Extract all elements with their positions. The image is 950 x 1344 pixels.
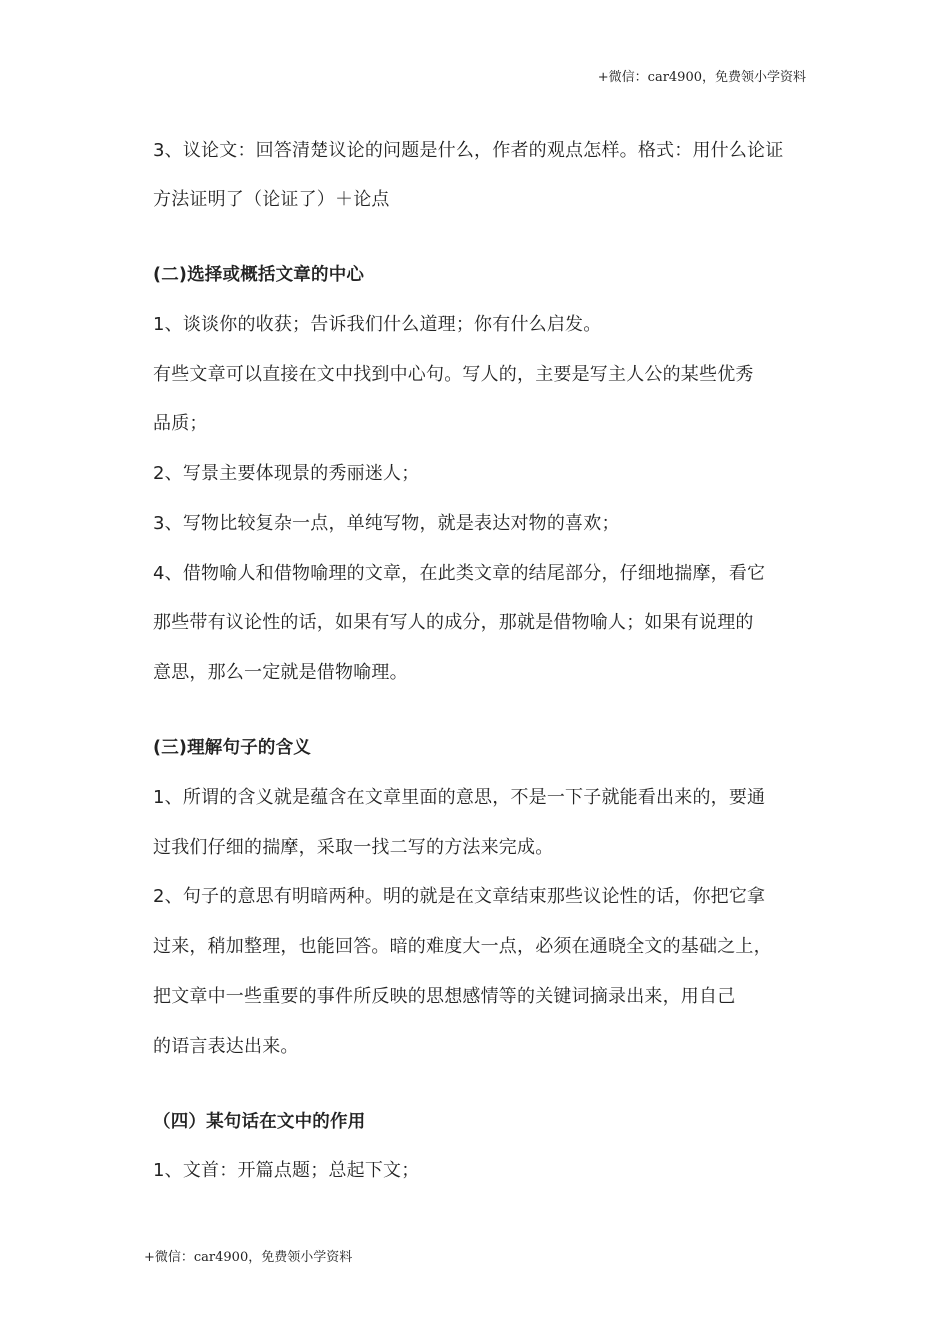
paragraph-line: 意思，那么一定就是借物喻理。 xyxy=(153,662,408,683)
section-heading-two: (二)选择或概括文章的中心 xyxy=(153,265,365,285)
paragraph-line: 1、所谓的含义就是蕴含在文章里面的意思，不是一下子就能看出来的，要通 xyxy=(153,787,766,808)
paragraph-line: 1、谈谈你的收获；告诉我们什么道理；你有什么启发。 xyxy=(153,314,602,335)
paragraph-line: 有些文章可以直接在文中找到中心句。写人的，主要是写主人公的某些优秀 xyxy=(153,364,754,385)
paragraph-line: 2、写景主要体现景的秀丽迷人； xyxy=(153,463,420,484)
paragraph-line: 把文章中一些重要的事件所反映的思想感情等的关键词摘录出来，用自己 xyxy=(153,986,736,1007)
paragraph-line: 过我们仔细的揣摩，采取一找二写的方法来完成。 xyxy=(153,837,554,858)
section-heading-four: （四）某句话在文中的作用 xyxy=(153,1112,366,1132)
paragraph-line: 4、借物喻人和借物喻理的文章，在此类文章的结尾部分，仔细地揣摩，看它 xyxy=(153,563,766,584)
paragraph-line: 1、文首：开篇点题；总起下文； xyxy=(153,1160,420,1181)
paragraph-line: 方法证明了（论证了）＋论点 xyxy=(153,189,390,210)
footer-watermark-text: +微信：car4900，免费领小学资料 xyxy=(144,1250,353,1265)
paragraph-line: 的语言表达出来。 xyxy=(153,1036,299,1057)
paragraph-line: 3、写物比较复杂一点，单纯写物，就是表达对物的喜欢； xyxy=(153,513,620,534)
paragraph-line: 品质； xyxy=(153,413,208,434)
section-heading-three: (三)理解句子的含义 xyxy=(153,738,311,758)
paragraph-line: 3、议论文：回答清楚议论的问题是什么，作者的观点怎样。格式：用什么论证 xyxy=(153,140,784,161)
paragraph-line: 过来，稍加整理，也能回答。暗的难度大一点，必须在通晓全文的基础之上， xyxy=(153,936,772,957)
paragraph-line: 2、句子的意思有明暗两种。明的就是在文章结束那些议论性的话，你把它拿 xyxy=(153,886,766,907)
paragraph-line: 那些带有议论性的话，如果有写人的成分，那就是借物喻人；如果有说理的 xyxy=(153,612,754,633)
header-watermark-text: +微信：car4900，免费领小学资料 xyxy=(597,70,806,85)
